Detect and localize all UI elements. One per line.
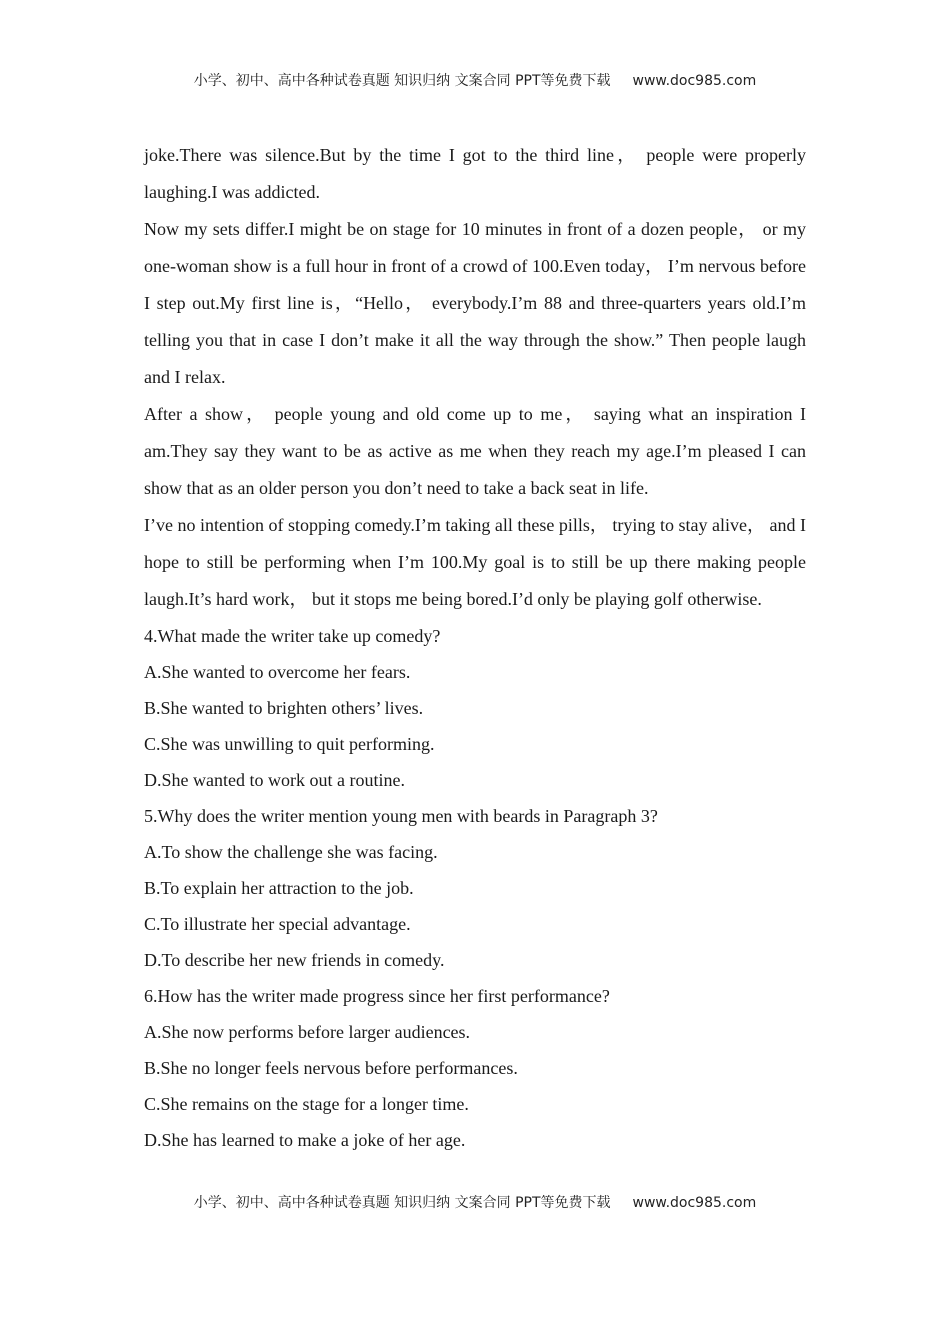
option-d: D.She has learned to make a joke of her age.	[144, 1130, 466, 1150]
option-d: D.She wanted to work out a routine.	[144, 770, 405, 790]
question-stem: 6.How has the writer made progress since her first performance?	[144, 986, 610, 1006]
option-c: C.She remains on the stage for a longer time.	[144, 1094, 469, 1114]
page-header	[0, 70, 950, 90]
passage-paragraph-1: joke.There was silence.But by the time I got to the third line， people were properly laughing.I was addicted.	[144, 145, 806, 202]
document-body	[144, 137, 806, 1158]
header-url[interactable]: www.doc985.com	[632, 73, 757, 89]
footer-url[interactable]: www.doc985.com	[632, 1195, 757, 1211]
option-b: B.She wanted to brighten others’ lives.	[144, 698, 424, 718]
question-stem: 4.What made the writer take up comedy?	[144, 626, 441, 646]
option-a: A.She wanted to overcome her fears.	[144, 662, 411, 682]
question-4	[144, 618, 806, 798]
question-stem: 5.Why does the writer mention young men with beards in Paragraph 3?	[144, 806, 658, 826]
option-c: C.She was unwilling to quit performing.	[144, 734, 435, 754]
footer-text: 小学、初中、高中各种试卷真题 知识归纳 文案合同 PPT等免费下载	[193, 1195, 611, 1211]
option-a: A.To show the challenge she was facing.	[144, 842, 438, 862]
header-text: 小学、初中、高中各种试卷真题 知识归纳 文案合同 PPT等免费下载	[193, 73, 611, 89]
passage-paragraph-3: After a show， people young and old come up to me， saying what an inspiration I am.They say they want to be as active as me when they reach my age.I’m pleased I can show that as an older person you don’t need to take a back seat in life.	[144, 404, 806, 498]
option-c: C.To illustrate her special advantage.	[144, 914, 411, 934]
option-b: B.She no longer feels nervous before performances.	[144, 1058, 518, 1078]
passage-paragraph-2: Now my sets differ.I might be on stage for 10 minutes in front of a dozen people， or my one-woman show is a full hour in front of a crowd of 100.Even today， I’m nervous before I step out.My first line is，“Hello， everybody.I’m 88 and three-quarters years old.I’m telling you that in case I don’t make it all the way through the show.” Then people laugh and I relax.	[144, 219, 806, 387]
passage-paragraph-4: I’ve no intention of stopping comedy.I’m taking all these pills， trying to stay alive， and I hope to still be performing when I’m 100.My goal is to still be up there making people laugh.It’s hard work， but it stops me being bored.I’d only be playing golf otherwise.	[144, 515, 806, 609]
option-a: A.She now performs before larger audiences.	[144, 1022, 471, 1042]
question-6	[144, 978, 806, 1158]
page-footer	[0, 1192, 950, 1212]
question-5	[144, 798, 806, 978]
option-b: B.To explain her attraction to the job.	[144, 878, 414, 898]
option-d: D.To describe her new friends in comedy.	[144, 950, 445, 970]
